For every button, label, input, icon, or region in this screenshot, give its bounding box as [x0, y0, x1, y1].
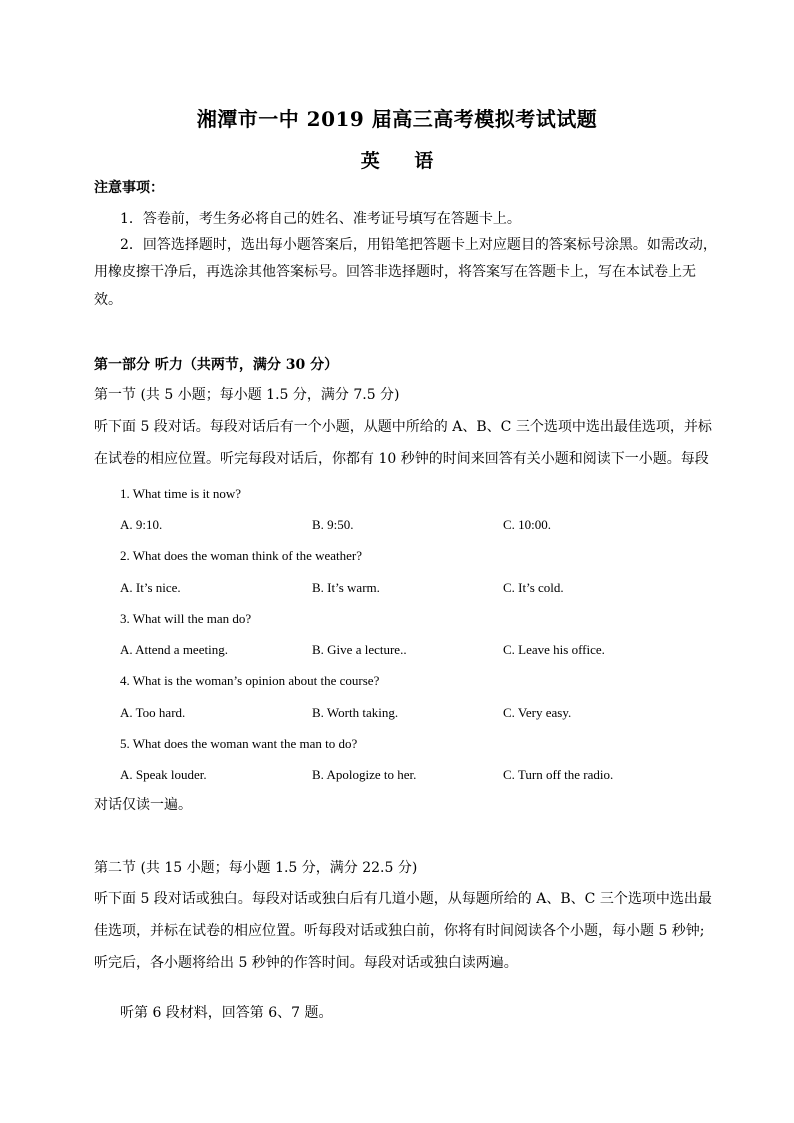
question-3-option-c: C. Leave his office.	[503, 642, 605, 657]
section1-heading: 第一节 (共 5 小题；每小题 1.5 分，满分 7.5 分)	[94, 387, 400, 403]
question-2-option-c: C. It’s cold.	[503, 580, 564, 595]
section2-material: 听第 6 段材料，回答第 6、7 题。	[120, 1005, 333, 1021]
section2-heading: 第二节 (共 15 小题；每小题 1.5 分，满分 22.5 分)	[94, 860, 418, 876]
question-1-option-c: C. 10:00.	[503, 517, 552, 532]
question-2-option-a: A. It’s nice.	[120, 580, 181, 595]
notice-item-2-line-2: 用橡皮擦干净后，再选涂其他答案标号。回答非选择题时，将答案写在答题卡上，写在本试卷上无	[94, 264, 696, 280]
section1-closing: 对话仅读一遍。	[94, 797, 192, 813]
question-4-option-c: C. Very easy.	[503, 705, 572, 720]
question-1-option-a: A. 9:10.	[120, 517, 163, 532]
notice-heading: 注意事项：	[94, 180, 164, 196]
question-4-option-a: A. Too hard.	[120, 705, 186, 720]
section1-instructions-line-2: 在试卷的相应位置。听完每段对话后，你都有 10 秒钟的时间来回答有关小题和阅读下一小题。每段	[94, 451, 709, 467]
question-4: 4. What is the woman’s opinion about the course?	[120, 673, 380, 688]
question-2-option-b: B. It’s warm.	[312, 580, 380, 595]
section2-instructions-line-3: 听完后，各小题将给出 5 秒钟的作答时间。每段对话或独白读两遍。	[94, 955, 518, 971]
question-5: 5. What does the woman want the man to do?	[120, 736, 358, 751]
question-3-option-b: B. Give a lecture..	[312, 642, 407, 657]
notice-item-2-line-1: 2．回答选择题时，选出每小题答案后，用铅笔把答题卡上对应题目的答案标号涂黑。如需改动，	[120, 237, 717, 253]
section2-instructions-line-1: 听下面 5 段对话或独白。每段对话或独白后有几道小题，从每题所给的 A、B、C 三个选项中选出最	[94, 891, 712, 907]
section2-instructions-line-2: 佳选项，并标在试卷的相应位置。听每段对话或独白前，你将有时间阅读各个小题，每小题 5 秒钟;	[94, 923, 705, 939]
question-1: 1. What time is it now?	[120, 486, 242, 501]
question-5-option-c: C. Turn off the radio.	[503, 767, 614, 782]
question-3: 3. What will the man do?	[120, 611, 252, 626]
question-4-option-b: B. Worth taking.	[312, 705, 399, 720]
notice-item-1: 1．答卷前，考生务必将自己的姓名、准考证号填写在答题卡上。	[120, 211, 521, 227]
question-1-option-b: B. 9:50.	[312, 517, 354, 532]
section1-instructions-line-1: 听下面 5 段对话。每段对话后有一个小题，从题中所给的 A、B、C 三个选项中选出最佳选项，并标	[94, 419, 712, 435]
subject-title: 英 语	[360, 150, 448, 172]
question-5-option-a: A. Speak louder.	[120, 767, 207, 782]
page-title: 湘潭市一中 2019 届高三高考模拟考试试题	[196, 107, 598, 131]
notice-item-2-line-3: 效。	[94, 292, 122, 308]
question-3-option-a: A. Attend a meeting.	[120, 642, 228, 657]
question-5-option-b: B. Apologize to her.	[312, 767, 417, 782]
part1-heading: 第一部分 听力（共两节，满分 30 分）	[94, 357, 339, 373]
question-2: 2. What does the woman think of the weather?	[120, 548, 362, 563]
